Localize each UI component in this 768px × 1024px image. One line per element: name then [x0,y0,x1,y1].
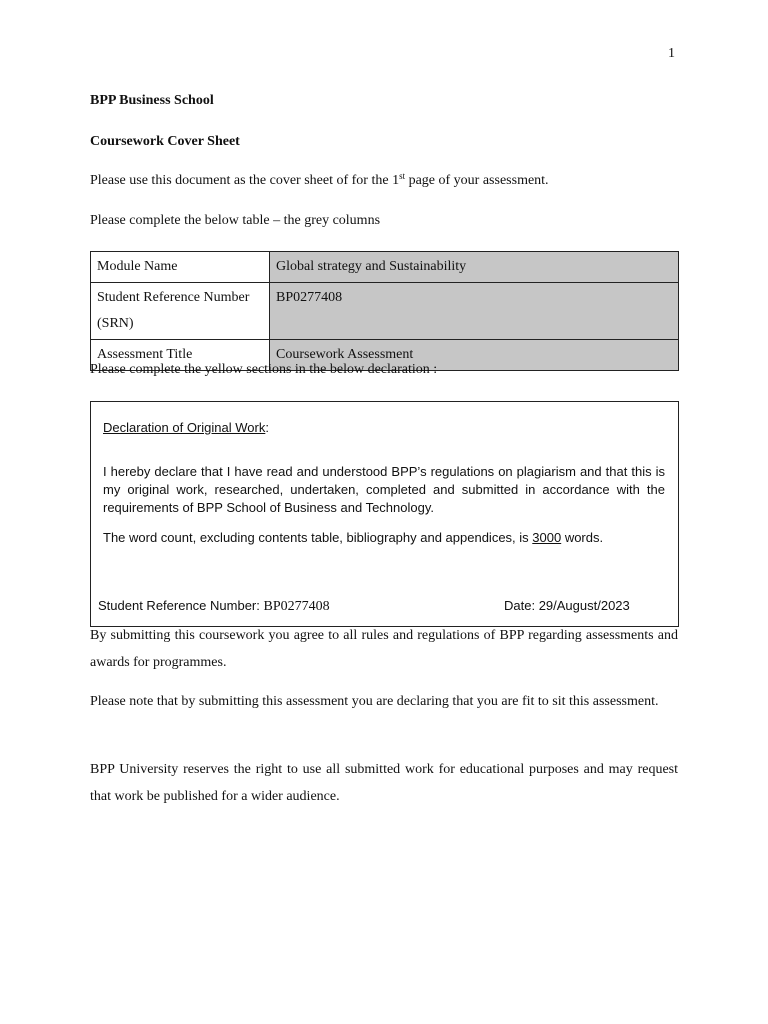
srn-label: Student Reference Number (SRN) [91,283,270,340]
table-row [91,283,679,340]
assessment-info-table [90,251,679,371]
intro-superscript: st [399,171,406,181]
declaration-srn-label: Student Reference Number: [98,598,264,613]
declaration-date-value[interactable]: 29/August/2023 [538,598,630,613]
word-count-text-start: The word count, excluding contents table, bibliography and appendices, is [103,530,533,545]
srn-value[interactable]: BP0277408 [270,283,679,340]
word-count-text-end: words. [561,530,604,545]
sheet-title: Coursework Cover Sheet [90,134,240,149]
intro-text-start: Please use this document as the cover sheet of for the 1 [90,173,400,188]
declaration-instruction: Please complete the yellow sections in the below declaration : [90,362,438,377]
declaration-title [103,420,269,435]
declaration-date-label: Date: [504,598,539,613]
assessment-title-label: Assessment Title [91,340,270,371]
declaration-srn-value[interactable]: BP0277408 [263,599,330,614]
word-count-statement [103,530,665,545]
intro-text [90,173,549,189]
table-instruction: Please complete the below table – the grey columns [90,213,381,228]
module-name-label: Module Name [91,252,270,283]
school-name: BPP Business School [90,93,214,108]
fitness-paragraph: Please note that by submitting this assessment you are declaring that you are fit to sit this assessment. [90,694,659,709]
table-row [91,252,679,283]
page-number: 1 [668,46,675,61]
module-name-value[interactable]: Global strategy and Sustainability [270,252,679,283]
declaration-date [504,598,630,613]
agreement-paragraph: By submitting this coursework you agree to all rules and regulations of BPP regarding assessments and awards for programmes. [90,628,678,670]
word-count-value[interactable]: 3000 [532,530,562,545]
declaration-srn [98,598,330,615]
declaration-title-text: Declaration of Original Work [103,420,266,435]
declaration-title-suffix: : [265,420,269,435]
rights-paragraph: BPP University reserves the right to use all submitted work for educational purposes and may request that work be published for a wider audience. [90,762,678,804]
declaration-body: I hereby declare that I have read and understood BPP’s regulations on plagiarism and that this is my original work, researched, undertaken, completed and submitted in accordance with the requirements of BPP School of Business and Technology. [103,464,665,515]
declaration-box [90,401,679,627]
assessment-title-value[interactable]: Coursework Assessment [270,340,679,371]
intro-text-end: page of your assessment. [405,173,549,188]
